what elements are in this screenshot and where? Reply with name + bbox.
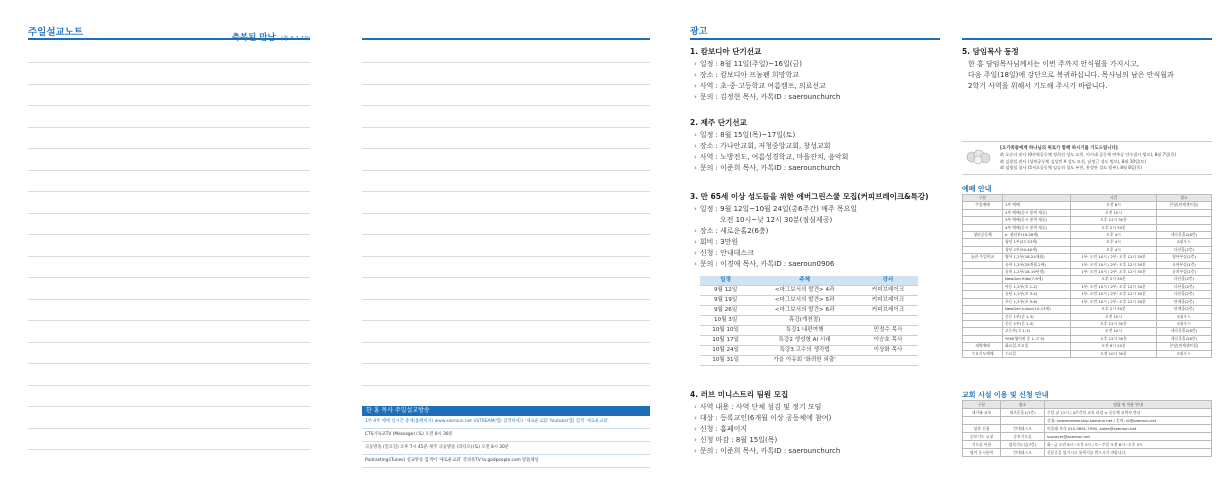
table-cell: 9월 12일 [700,286,751,296]
table-header: 구분 [963,401,1001,409]
table-cell: 늘찬 주일학교 [963,254,1003,261]
table-cell: 단계홀(2층) [1157,306,1212,313]
table-header: 구분 [963,195,1003,202]
table-cell: 유치 1,2부(18-19년생) [1003,269,1071,276]
table-cell: 안내데스크 [1001,449,1045,457]
notes-rule-line [28,342,310,343]
worship-title: 예배 안내 [962,185,992,193]
table-cell [963,209,1003,216]
table-cell: 청년공동체 [963,232,1003,239]
table-cell: 특강1 내편여행 [751,326,858,336]
table-row [963,449,1212,457]
facility-table [962,400,1212,457]
table-cell: 수요기도예배 [963,350,1003,357]
table-cell: 오전 10시 [1071,313,1157,320]
table-cell: S위우스 [1157,313,1212,320]
ad-line: 문의 : 이준희 목사, 카톡ID : saerounchurch [699,164,841,172]
table-cell: 다산홀(2층) [1157,283,1212,290]
table-cell: 커피브레이크 [858,306,918,316]
notes-rule-line [362,342,650,343]
table-cell: 중등 2부(중 1-3) [1003,320,1071,327]
ad-title: 1. 캄보디아 단기선교 [690,47,762,56]
table-cell: 기도실 이용 [963,441,1001,449]
ad-line: 사역 내용 : 사역 단체 섬김 및 정기 모임 [699,403,822,411]
table-cell: 오전 8시 [1071,202,1157,209]
pastor-news-line: 다음 주일(18일)에 강단으로 복귀하십니다. 목사님의 남은 안식월과 [968,71,1174,79]
notes-rule-line [28,428,310,429]
table-header: 강사 [858,276,918,286]
table-header: 일정 [700,276,751,286]
table-cell: 본당(연세센트럴) [1157,343,1212,350]
condolence-line: 故 김광섭 권사 (성북공동체 김성빈 A 성도 모친, 남정근 성도 빙모), 8월 10일(토) [1000,158,1147,164]
ad-item-3: 3. 만 65세 이상 성도들을 위한 에버그린스쿨 모집(커피브레이크&특강) › 일정 : 9월 12일~10월 24일(총6주간) 매주 목요일 오전 10시~낮 12시 30분(점심제공) › 장소 : 새로운홀2(6층) › 회비 : 3만원 › 신청 : 안내데스크 › 문의 : 이경애 목사, 카톡ID : saeroun0906 [690,192,929,268]
table-cell: Jr. 청년부(19-26세) [1003,232,1071,239]
table-cell: 새로운홀1(7층) [1001,409,1045,417]
ad-line: 오전 10시~낮 12시 30분(점심제공) [699,216,833,224]
notes-rule-line [362,62,650,63]
notes-rule-line [362,256,650,257]
table-cell: 3부 예배(동시 통역 제공) [1003,217,1071,224]
table-cell [963,291,1003,298]
table-cell: 오전 10시 30분 [1071,350,1157,357]
table-row [700,316,918,326]
table-row [963,417,1212,425]
table-cell: 1부: 오전 10시 / 2부: 오후 12시 30분 [1071,254,1157,261]
flower-icon [964,147,992,167]
ad-title: 2. 제주 단기선교 [690,118,747,127]
notes-rule-line [362,299,650,300]
table-header: 장소 [1001,401,1045,409]
broadcast-row: CTS기독교TV (Message) (토) 오전 8시 30분 [362,429,650,442]
table-cell: 민경수 목사 [858,326,918,336]
table-cell: 1부: 오전 10시 / 2부: 오후 12시 30분 [1071,261,1157,268]
table-cell: 10월 24일 [700,346,751,356]
table-cell: 오전 6시 20분 [1071,343,1157,350]
condolence-box [962,141,1212,175]
table-cell [1157,209,1212,216]
table-cell: 고등부(고 1-3) [1003,328,1071,335]
ad-line: 장소 : 가나안교회, 저청중앙교회, 창성교회 [699,142,831,150]
ad-line: 문의 : 이준희 목사, 카톡ID : saerounchurch [699,447,841,455]
table-cell: 유아부실(1층) [1157,261,1212,268]
table-row [963,343,1212,350]
condolence-line: 故 임영철 집사 (5서초공동체 임승희 성도 부친, 홍성란 성도 빙부), 8월 8일(목) [1000,165,1142,170]
table-cell: NewGen Kids(7-9세) [1003,276,1071,283]
notes-rule-line [362,385,650,386]
pastor-news-title: 5. 담임목사 동정 [962,47,1019,56]
table-cell: S위우스 [1157,239,1212,246]
table-cell [963,328,1003,335]
notes-rule-line [362,234,650,235]
notes-rule-line [362,105,650,106]
table-cell: 2부 예배(동시 통역 제공) [1003,209,1071,216]
ads-column [690,0,940,478]
notes-rule-line [28,127,310,128]
notes-title: 주일설교노트 [28,27,84,38]
table-cell: 커피브레이크 [858,286,918,296]
table-cell: 화~금 오전 8시~오후 5시 / 토~주일 오전 8시~오후 3시 [1045,441,1212,449]
table-cell [1001,417,1045,425]
ad-line: 일정 : 8월 11일(주일)~16일(금) [699,60,802,68]
ad-item-4: 4. 러브 미니스트리 팀원 모집 › 사역 내용 : 사역 단체 섬김 및 정기 모임 › 대상 : 등록교인(6개월 이상 공동체에 참여) › 신청 : 홈페이지 › 신청 마감 : 8월 15일(목) › 문의 : 이준희 목사, 카톡ID : saerounchurch [690,390,841,455]
table-row [963,409,1212,417]
table-cell: 10월 31일 [700,356,751,366]
ad-line: 신청 마감 : 8월 15일(목) [699,436,778,444]
ad-line: 대상 : 등록교인(6개월 이상 공동체에 참여) [699,414,832,422]
table-row [963,202,1212,209]
table-header: 주제 [751,276,858,286]
notes-rule-line [28,277,310,278]
notes-rule-line [362,84,650,85]
table-cell: 1부: 오전 10시 / 2부: 오후 12시 30분 [1071,291,1157,298]
table-cell: 신분증을 맡기시고 통역기를 받으시기 바랍니다. [1045,449,1212,457]
table-cell: 다산홀(2층) [1157,276,1212,283]
table-row [963,441,1212,449]
table-cell [1157,217,1212,224]
ad-item-2: 2. 제주 단기선교 › 일정 : 8월 15일(목)~17일(토) › 장소 : 가나안교회, 저청중앙교회, 창성교회 › 사역 : 노방전도, 여름성경학교, 마을잔치, 음악회 › 문의 : 이준희 목사, 카톡ID : saerounchurch [690,118,849,172]
broadcast-box [362,406,650,468]
table-cell [963,417,1001,425]
table-header: 담당 및 이용 안내 [1045,401,1212,409]
table-cell [963,276,1003,283]
table-cell: 유아 1,2부(25개월-2세) [1003,261,1071,268]
table-cell: S위우스 [1157,350,1212,357]
table-cell: 성찬 신청 [963,425,1001,433]
table-header-row [963,195,1212,202]
table-cell: 청년 2부(34-40세) [1003,246,1071,253]
table-row [963,276,1212,283]
notes-page-2 [362,0,650,478]
notes-rule-line [28,320,310,321]
table-cell: 새가족 교육 [963,409,1001,417]
broadcast-title: 한 홍 목사 주일설교방송 [362,406,650,416]
facility-title: 교회 시설 이용 및 신청 안내 [962,391,1049,399]
table-cell: 4부 예배(동시 통역 제공) [1003,224,1071,231]
notes-rule-line [28,213,310,214]
table-cell: 중등 1부(중 1-3) [1003,313,1071,320]
table-cell: 영어 동시통역 [963,449,1001,457]
table-cell [963,335,1003,342]
table-row [963,335,1212,342]
table-cell [963,298,1003,305]
notes-lines-2 [362,0,650,400]
table-row [963,306,1212,313]
table-cell: <마그보서의 발견> 4과 [751,286,858,296]
table-header: 시간 [1071,195,1157,202]
table-cell: <마그보서의 발견> 6과 [751,306,858,316]
table-row [700,346,918,356]
table-row [963,246,1212,253]
table-cell: 9월 26일 [700,306,751,316]
table-row [963,425,1212,433]
table-row [700,286,918,296]
table-row [700,356,918,366]
table-cell: 화요일-토요일 [1003,343,1071,350]
table-cell: 오후 2시 30분 [1071,276,1157,283]
table-cell: 청년 1부(27-33세) [1003,239,1071,246]
right-column [962,0,1212,478]
broadcast-row[interactable]: 1부-4부 예배 실시간 중계(홈페이지) www.saeroun.net USTREAM(앱) 검색하세요 '새로운교회' Youtube(앱) 검색 '새로운교회' [362,416,650,429]
notes-rule-line [362,170,650,171]
broadcast-row: 극동방송 (일요일) 오후 7시 45분 제주 극동방송 (라디오)(토) 오전 8시 30분 [362,442,650,455]
pastor-news [962,46,1174,92]
table-cell: 유년 1,2부(초 3-4) [1003,291,1071,298]
evergreen-schedule-table [700,276,918,366]
ad-line: 신청 : 안내데스크 [699,249,754,257]
table-cell: 임목기도실(7층) [1001,441,1045,449]
table-cell: 오후 12시 30분 [1071,335,1157,342]
right-header-bar [962,38,1212,40]
table-cell: 영아부실(2층) [1157,254,1212,261]
table-cell: 중보기도 요청 [963,433,1001,441]
table-header [1003,195,1071,202]
table-cell: 수요일 [1003,350,1071,357]
table-cell: 영아 1,2부(18-24개월) [1003,254,1071,261]
table-cell [963,246,1003,253]
table-row [700,326,918,336]
table-cell: 오후 2시 30분 [1071,224,1157,231]
table-cell: YEM(영어권 중 1-고 3) [1003,335,1071,342]
table-row [963,217,1212,224]
table-row [963,261,1212,268]
table-cell: NewGen Junior(10-13세) [1003,306,1071,313]
ad-line: 일정 : 8월 15일(목)~17일(토) [699,131,796,139]
ad-title: 3. 만 65세 이상 성도들을 위한 에버그린스쿨 모집(커피브레이크&특강) [690,192,929,201]
notes-rule-line [28,84,310,85]
table-cell: 초등 1,2부(초 5-6) [1003,298,1071,305]
table-cell [963,269,1003,276]
table-cell: 오전 10시 [1071,328,1157,335]
table-cell: 특강2 생성형 AI 시대 [751,336,858,346]
notes-rule-line [28,170,310,171]
table-cell: 새로운홀2(6층) [1157,335,1212,342]
table-cell: 오후 2시 30분 [1071,306,1157,313]
notes-rule-line [362,213,650,214]
table-cell: 10월 10일 [700,326,751,336]
table-cell [1157,224,1212,231]
table-row [963,298,1212,305]
table-row [963,328,1212,335]
table-cell [858,356,918,366]
table-row [963,239,1212,246]
table-cell: 10월 17일 [700,336,751,346]
notes-lines [28,0,310,478]
table-row [963,291,1212,298]
table-row [700,306,918,316]
notes-rule-line [28,191,310,192]
table-row [963,350,1212,357]
notes-rule-line [362,191,650,192]
table-cell: 다산홀(2층) [1157,246,1212,253]
table-cell [858,316,918,326]
table-cell: 1부: 오전 10시 / 2부: 오후 12시 30분 [1071,298,1157,305]
notes-rule-line [28,105,310,106]
table-cell: 이상화 목사 [858,346,918,356]
worship-table [962,194,1212,358]
pastor-news-line: 2학기 사역을 위해서 기도해 주시기 바랍니다. [968,82,1108,90]
table-row [963,433,1212,441]
table-cell: 단계홀(2층) [1157,298,1212,305]
table-row [963,320,1212,327]
table-cell: 오후 4시 [1071,232,1157,239]
table-cell [963,224,1003,231]
table-cell: 오후 4시 [1071,246,1157,253]
table-cell: 신청: newmembership.saeroun.net / 문의: nf@saeroun.net [1045,417,1212,425]
broadcast-row[interactable]: Podcasting(iTunes) 설교방송 검색어 '새로운교회' 갓피플TV tv.godpeople.com 말씀채널 [362,455,650,468]
table-header-row [700,276,918,286]
table-cell: 1부: 오전 10시 / 2부: 오후 12시 30분 [1071,283,1157,290]
table-cell: 본당(연세센트럴) [1157,202,1212,209]
ad-line: 일정 : 9월 12일~10월 24일(총6주간) 매주 목요일 [699,205,858,213]
table-cell: 10월 3일 [700,316,751,326]
table-cell: 유치부실(1층) [1157,269,1212,276]
table-header-row [963,401,1212,409]
table-cell: 오전 10시 [1071,209,1157,216]
notes-rule-line [362,320,650,321]
table-cell: 1부 예배 [1003,202,1071,209]
notes-rule-line [28,62,310,63]
table-cell: 다산홀(2층) [1157,291,1212,298]
notes-rule-line [28,299,310,300]
table-cell: 오후 4시 [1071,239,1157,246]
notes-rule-line [28,449,310,450]
ad-line: 문의 : 김정현 목사, 카톡ID : saerounchurch [699,93,841,101]
ad-line: 회비 : 3만원 [699,238,739,246]
ad-line: 신청 : 홈페이지 [699,425,748,433]
table-cell: 주일예배 [963,202,1003,209]
table-cell: 커피브레이크 [858,296,918,306]
table-cell: S위우스 [1157,320,1212,327]
ads-header: 광고 [690,27,708,37]
table-cell: 새로운홀2(6층) [1157,232,1212,239]
table-cell [963,261,1003,268]
table-cell: 9월 19일 [700,296,751,306]
ad-line: 사역 : 노방전도, 여름성경학교, 마을잔치, 음악회 [699,153,849,161]
table-cell: 안내데스크 [1001,425,1045,433]
table-row [963,269,1212,276]
notes-rule-line [28,234,310,235]
notes-rule-line [28,256,310,257]
notes-rule-line [362,363,650,364]
ad-line: 문의 : 이경애 목사, 카톡ID : saeroun0906 [699,260,835,268]
table-row [963,232,1212,239]
table-cell [963,320,1003,327]
table-cell [963,217,1003,224]
table-cell: 주일 낮 12시 / 4주간의 교육 과정 ⇒ 공동체 교역자 만남 [1045,409,1212,417]
table-cell [963,306,1003,313]
table-row [963,224,1212,231]
table-cell: 새벽예배 [963,343,1003,350]
notes-rule-line [362,148,650,149]
ad-line: 장소 : 캄보디아 프놈펜 희망학교 [699,71,799,79]
table-cell: 오후 12시 30분 [1071,217,1157,224]
table-cell: <마그보서의 발견> 5과 [751,296,858,306]
notes-rule-line [362,127,650,128]
table-cell: scprayer@saeroun.net [1045,433,1212,441]
table-row [700,336,918,346]
table-cell [963,313,1003,320]
notes-page [28,0,310,478]
notes-rule-line [362,277,650,278]
table-row [963,283,1212,290]
ad-line: 장소 : 새로운홀2(6층) [699,227,769,235]
table-row [963,209,1212,216]
notes-rule-line [28,385,310,386]
table-header: 장소 [1157,195,1212,202]
table-cell: 새로운홀2(6층) [1157,328,1212,335]
ad-item-1: 1. 캄보디아 단기선교 › 일정 : 8월 11일(주일)~16일(금) › 장소 : 캄보디아 프놈펜 희망학교 › 사역 : 초·중·고등학교 여름캠프, 의료선교 › 문의 : 김정현 목사, 카톡ID : saerounchurch [690,47,841,101]
table-cell: 이승호 목사 [858,336,918,346]
table-cell: 이종태 목사 010-3691-7990, kalee@saeroun.net [1045,425,1212,433]
pastor-news-line: 한 홍 담임목사님께서는 이번 주까지 안식월을 가지시고, [968,60,1140,68]
table-cell: 아동 1,2부(초 1-2) [1003,283,1071,290]
ad-title: 4. 러브 미니스트리 팀원 모집 [690,390,789,399]
table-row [963,254,1212,261]
table-cell: 1부: 오전 10시 / 2부: 오후 12시 30분 [1071,269,1157,276]
table-cell [963,283,1003,290]
table-cell: 특강3 고수의 생각법 [751,346,858,356]
condolence-title: [오가족들에게 하나님의 위로가 함께 하시기를 기도드립니다] [1000,146,1118,151]
notes-rule-line [28,406,310,407]
table-row [963,313,1212,320]
table-cell: 휴강(개천절) [751,316,858,326]
notes-rule-line [28,363,310,364]
ad-line: 사역 : 초·중·고등학교 여름캠프, 의료선교 [699,82,826,90]
table-cell: 가을 아유회 '화려한 외출' [751,356,858,366]
table-cell: 중보기도실 [1001,433,1045,441]
ads-header-bar [690,38,940,40]
table-row [700,296,918,306]
table-cell [963,239,1003,246]
notes-rule-line [28,148,310,149]
condolence-line: 故 오순녀 권사 (9사역공동체 정희진 성도 모친, 이시대 공동체 연주승 안수집사 빙모), 8월 7일(목) [1000,152,1177,157]
table-cell: 오후 12시 30분 [1071,320,1157,327]
